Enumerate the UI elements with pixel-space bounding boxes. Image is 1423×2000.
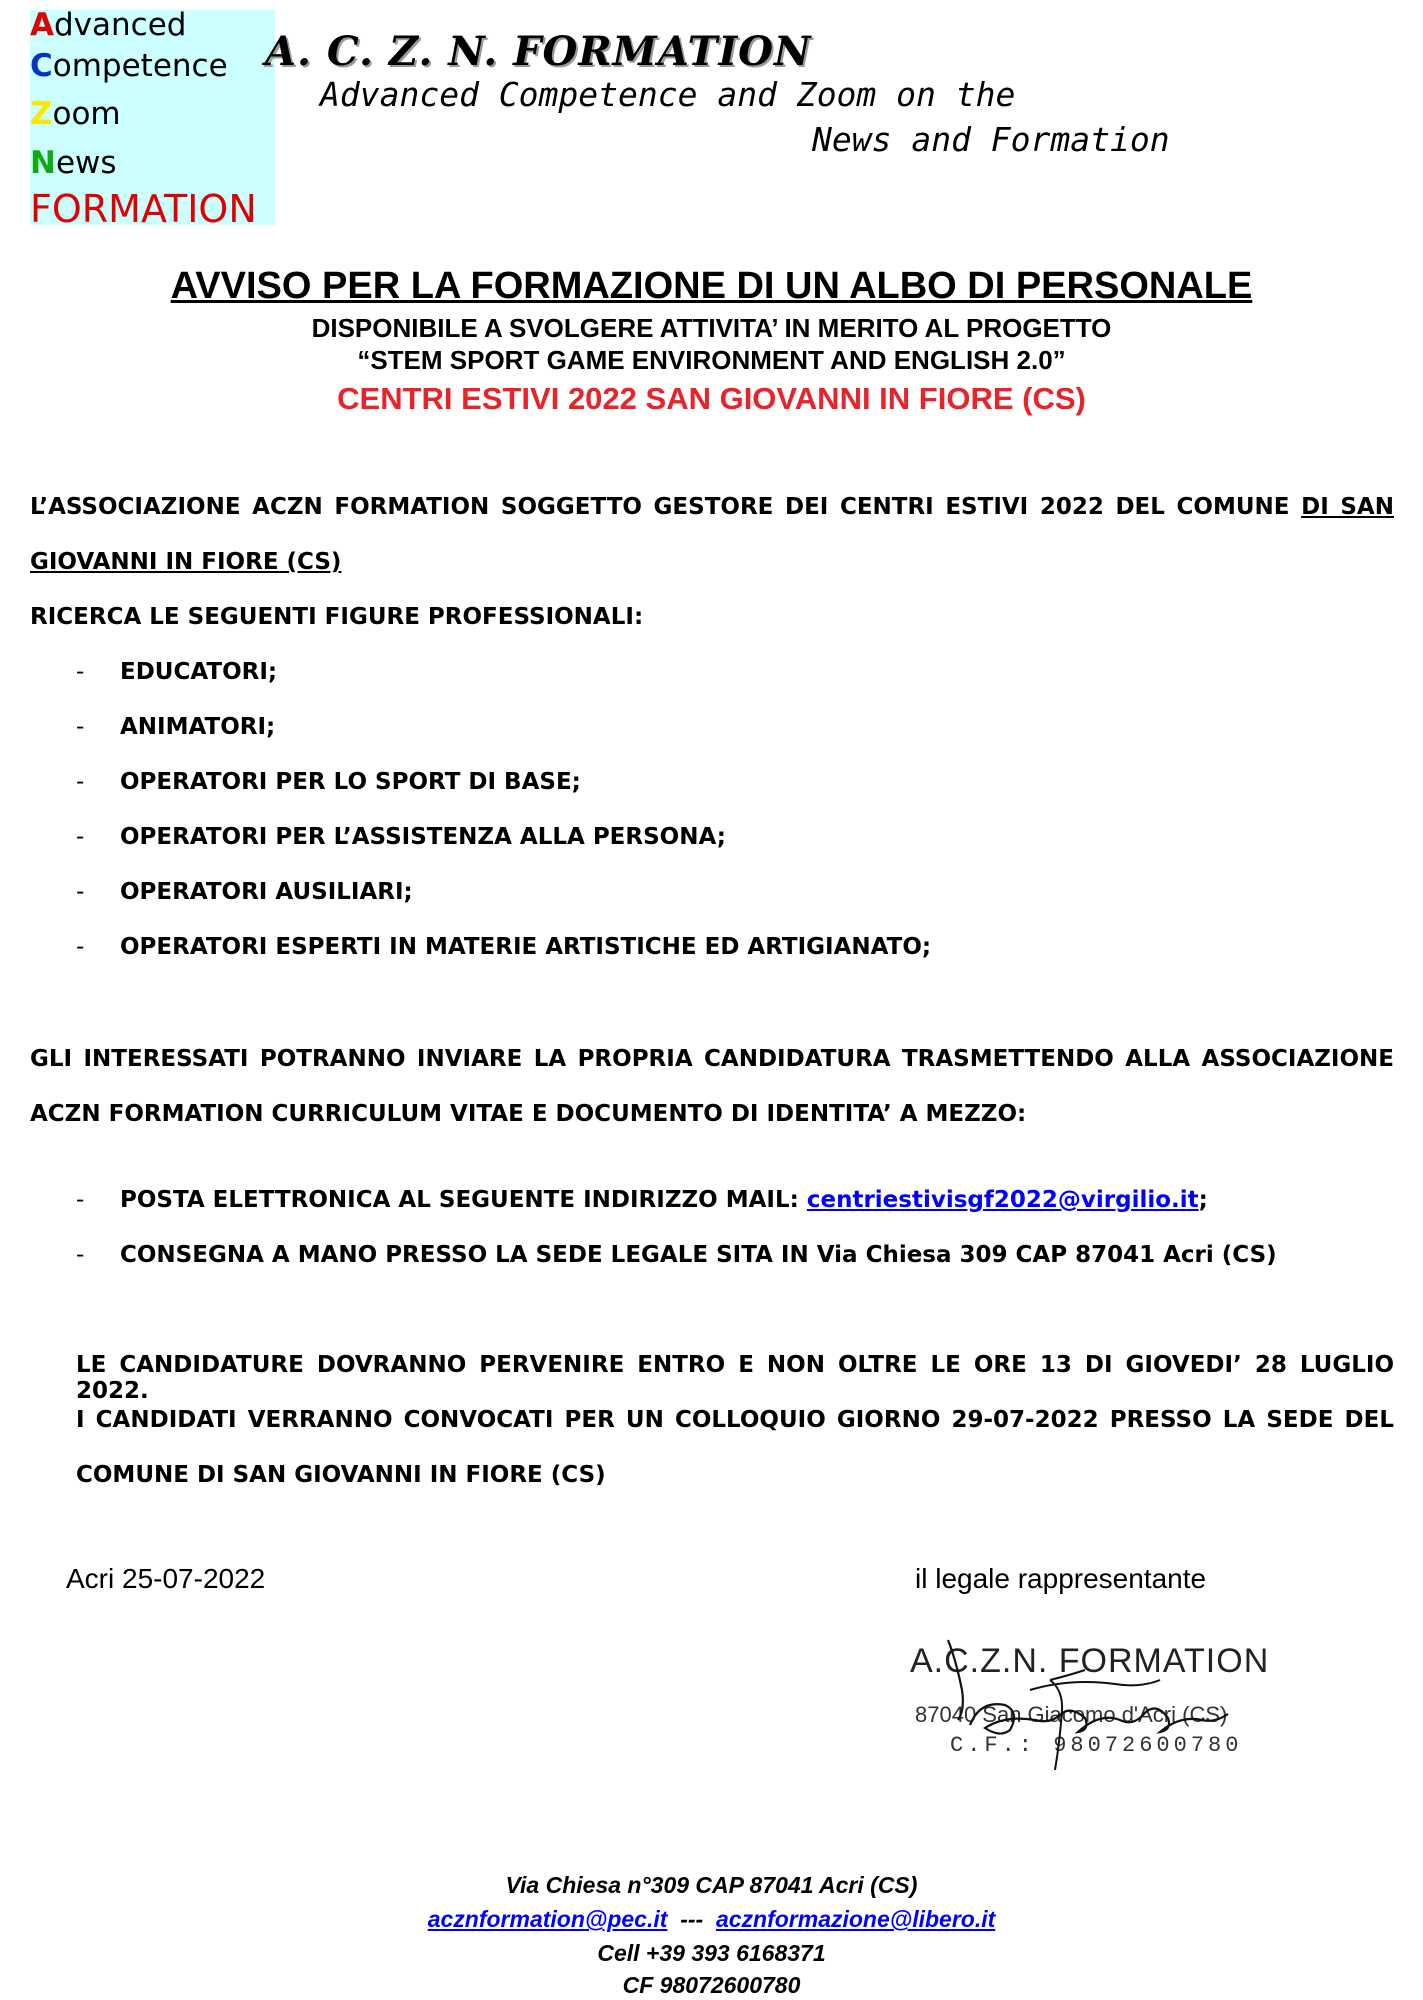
- brand-tagline-line1: Advanced Competence and Zoom on the: [320, 75, 1016, 114]
- footer-separator: ---: [680, 1906, 704, 1932]
- application-paragraph-line1: GLI INTERESSATI POTRANNO INVIARE LA PROPRIA CANDIDATURA TRASMETTENDO ALLA ASSOCIAZIONE: [30, 1046, 1394, 1072]
- punctuation: ;: [1198, 1187, 1208, 1213]
- intro-text: L’ASSOCIAZIONE ACZN FORMATION SOGGETTO GESTORE DEI CENTRI ESTIVI 2022 DEL COMUNE: [30, 494, 1290, 520]
- logo-initial-z: Z: [30, 96, 53, 132]
- logo-initial-n: N: [30, 145, 56, 181]
- deadline-line2: I CANDIDATI VERRANNO CONVOCATI PER UN COLLOQUIO GIORNO 29-07-2022 PRESSO LA SEDE DEL: [76, 1407, 1394, 1433]
- footer-address: Via Chiesa n°309 CAP 87041 Acri (CS): [505, 1872, 918, 1898]
- list-bullet: -: [76, 1242, 85, 1268]
- list-bullet: -: [76, 659, 85, 685]
- notice-subtitle-3: CENTRI ESTIVI 2022 SAN GIOVANNI IN FIORE (CS): [337, 381, 1086, 416]
- intro-underlined: DI SAN: [1301, 494, 1394, 520]
- list-bullet: -: [76, 934, 85, 960]
- method-email-label: POSTA ELETTRONICA AL SEGUENTE INDIRIZZO MAIL:: [120, 1187, 799, 1213]
- brand-tagline-line2: News and Formation: [812, 120, 1170, 159]
- logo-line-advanced: [30, 7, 187, 43]
- method-email: [120, 1187, 1208, 1213]
- acz-logo: [30, 7, 275, 231]
- logo-line-formation: FORMATION: [30, 187, 257, 231]
- footer-fiscal-code: CF 98072600780: [622, 1972, 801, 1998]
- association-stamp: [910, 1620, 1290, 1770]
- notice-subtitle-2: “STEM SPORT GAME ENVIRONMENT AND ENGLISH 2.0”: [357, 345, 1066, 375]
- logo-initial-a: A: [30, 7, 54, 43]
- logo-initial-c: C: [30, 48, 53, 84]
- handwritten-signature: [910, 1620, 1290, 1770]
- list-item: OPERATORI ESPERTI IN MATERIE ARTISTICHE ED ARTIGIANATO;: [120, 934, 932, 960]
- brand-title: A. C. Z. N. FORMATION: [265, 28, 812, 75]
- list-bullet: -: [76, 879, 85, 905]
- intro-paragraph-line1: [30, 494, 1394, 520]
- libero-email-link[interactable]: acznformazione@libero.it: [715, 1906, 996, 1932]
- list-bullet: -: [76, 769, 85, 795]
- list-bullet: -: [76, 1187, 85, 1213]
- logo-line-competence: [30, 48, 228, 84]
- stamp-name: A.C.Z.N. FORMATION: [910, 1642, 1270, 1680]
- footer-emails: [0, 1906, 1423, 1933]
- method-hand-label: CONSEGNA A MANO PRESSO LA SEDE LEGALE SITA IN: [120, 1242, 809, 1268]
- logo-line-news: [30, 145, 117, 181]
- list-item: EDUCATORI;: [120, 659, 278, 685]
- list-bullet: -: [76, 714, 85, 740]
- logo-line-zoom: [30, 96, 121, 132]
- list-item: ANIMATORI;: [120, 714, 276, 740]
- signer-title: il legale rappresentante: [915, 1563, 1207, 1594]
- place-date: Acri 25-07-2022: [66, 1563, 266, 1594]
- stamp-fiscal-code: C.F.: 98072600780: [950, 1733, 1243, 1758]
- list-bullet: -: [76, 824, 85, 850]
- notice-subtitle-1: DISPONIBILE A SVOLGERE ATTIVITA’ IN MERITO AL PROGETTO: [311, 313, 1112, 343]
- logo-word: dvanced: [54, 7, 187, 43]
- list-item: OPERATORI PER L’ASSISTENZA ALLA PERSONA;: [120, 824, 726, 850]
- logo-word: ews: [55, 145, 117, 181]
- pec-email-link[interactable]: acznformation@pec.it: [427, 1906, 668, 1932]
- footer-phone: Cell +39 393 6168371: [597, 1940, 826, 1966]
- application-paragraph-line2: ACZN FORMATION CURRICULUM VITAE E DOCUMENTO DI IDENTITA’ A MEZZO:: [30, 1101, 1027, 1127]
- notice-title: AVVISO PER LA FORMAZIONE DI UN ALBO DI PERSONALE: [170, 265, 1253, 307]
- list-item: OPERATORI AUSILIARI;: [120, 879, 413, 905]
- method-hand-delivery: [120, 1242, 1277, 1268]
- deadline-line1: LE CANDIDATURE DOVRANNO PERVENIRE ENTRO E NON OLTRE LE ORE 13 DI GIOVEDI’ 28 LUGLIO 2022.: [76, 1352, 1394, 1404]
- legal-address: Via Chiesa 309 CAP 87041 Acri (CS): [816, 1242, 1277, 1268]
- logo-word: ompetence: [52, 48, 228, 84]
- stamp-address: 87040 San Giacomo d'Acri (CS): [915, 1702, 1228, 1727]
- logo-word: oom: [52, 96, 121, 132]
- deadline-line3: COMUNE DI SAN GIOVANNI IN FIORE (CS): [76, 1462, 606, 1488]
- intro-underlined-municipality: GIOVANNI IN FIORE (CS): [30, 549, 342, 575]
- requirement-heading: RICERCA LE SEGUENTI FIGURE PROFESSIONALI:: [30, 604, 644, 630]
- list-item: OPERATORI PER LO SPORT DI BASE;: [120, 769, 581, 795]
- application-email-link[interactable]: centriestivisgf2022@virgilio.it: [806, 1187, 1199, 1213]
- intro-paragraph-line2: [30, 549, 341, 575]
